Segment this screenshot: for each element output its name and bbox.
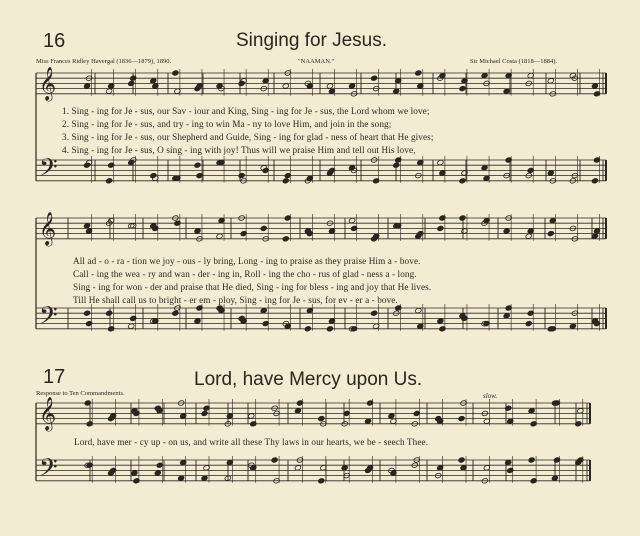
verse-line: All ad - o - ra - tion we joy - ous - ly bring, Long - ing to praise as they praise Him a - bove. [73, 256, 421, 266]
note-head [106, 178, 113, 184]
note-head [547, 231, 554, 237]
hymn-16-composer: Sir Michael Costa (1818—1884). [470, 58, 558, 65]
note-head [318, 478, 325, 484]
note-head [415, 308, 422, 314]
note-head [128, 323, 135, 329]
note-head [348, 83, 355, 89]
note-head [459, 178, 466, 184]
note-head [341, 465, 348, 471]
note-head [294, 408, 301, 414]
note-head [194, 318, 201, 324]
note-head [178, 475, 185, 481]
note-head [83, 83, 90, 89]
verse-line: 4. Sing - ing for Je - sus, O sing - ing with joy! Thus will we praise Him and tell out His love, [62, 145, 416, 155]
verse-line: Sing - ing for won - der and praise that He died, Sing - ing for bless - ing and joy that He lives. [73, 282, 432, 292]
hymn-16-number: 16 [43, 30, 66, 52]
note-head [437, 160, 444, 166]
note-head [569, 323, 576, 329]
note-head [459, 215, 466, 221]
note-head [371, 75, 378, 81]
note-head [83, 310, 90, 316]
clef-icon: 𝄢 [39, 300, 58, 335]
note-head [128, 80, 135, 86]
note-head [201, 410, 208, 416]
hymn-16-tune: "NAAMAN." [298, 58, 335, 65]
hymn-17-number: 17 [43, 366, 66, 388]
note-head [260, 308, 267, 314]
clef-icon: 𝄢 [39, 152, 58, 187]
note-head [194, 228, 201, 234]
note-head [260, 225, 267, 231]
note-head [154, 470, 161, 476]
slow-marking: slow. [483, 392, 498, 400]
hymn-17-lyric: Lord, have mer - cy up - on us, and write all these Thy laws in our hearts, we be - seech Thee. [74, 437, 429, 447]
note-head [528, 457, 535, 463]
note-head [128, 160, 135, 166]
note-head [282, 83, 289, 89]
note-head [304, 326, 311, 332]
clef-icon: 𝄞 [39, 210, 57, 245]
note-head [248, 413, 255, 419]
note-head [371, 310, 378, 316]
note-head [201, 475, 208, 481]
note-head [282, 178, 289, 184]
clef-icon: 𝄞 [39, 395, 57, 430]
note-head [326, 326, 333, 332]
note-head [83, 223, 90, 229]
note-head [437, 225, 444, 231]
note-head [525, 321, 532, 327]
note-head [393, 88, 400, 94]
note-head [172, 70, 179, 76]
note-head [194, 162, 201, 168]
note-head [216, 233, 223, 239]
verse-line: Till He shall call us to bright - er em - ploy, Sing - ing for Je - sus, for ev - er a - bove. [73, 295, 398, 305]
note-head [547, 170, 554, 176]
note-head [458, 416, 465, 422]
note-head [591, 233, 598, 239]
note-head [318, 416, 325, 422]
note-head [551, 475, 558, 481]
note-head [503, 313, 510, 319]
hymn-16-title: Singing for Jesus. [236, 30, 388, 51]
note-head [503, 228, 510, 234]
note-head [271, 457, 278, 463]
hymn-16-author: Miss Frances Ridley Havergal (1836—1879), 1890. [36, 58, 172, 65]
clef-icon: 𝄢 [39, 452, 58, 487]
note-head [481, 165, 488, 171]
note-head [547, 78, 554, 84]
note-head [326, 83, 333, 89]
note-head [238, 80, 245, 86]
note-head [459, 86, 466, 92]
note-head [348, 218, 355, 224]
note-head [481, 73, 488, 79]
note-head [528, 408, 535, 414]
verse-line: 1. Sing - ing for Je - sus, our Sav - iour and King, Sing - ing for Je - sus, the Lord whom we love; [62, 106, 430, 116]
note-head [83, 162, 90, 168]
note-head [591, 83, 598, 89]
note-head [458, 457, 465, 463]
note-head [238, 173, 245, 179]
note-head [503, 88, 510, 94]
note-head [172, 310, 179, 316]
verse-line: 3. Sing - ing for Je - sus, our Shepherd and Guide, Sing - ing for glad - ness of heart that He gives; [62, 132, 434, 142]
note-head [106, 310, 113, 316]
note-head [294, 465, 301, 471]
note-head [150, 78, 157, 84]
note-head [415, 70, 422, 76]
note-head [388, 413, 395, 419]
note-head [364, 418, 371, 424]
note-head [393, 162, 400, 168]
note-head [591, 178, 598, 184]
note-head [106, 88, 113, 94]
note-head [525, 233, 532, 239]
hymn-17-title: Lord, have Mercy upon Us. [194, 369, 423, 390]
note-head [131, 470, 138, 476]
clef-icon: 𝄞 [39, 65, 57, 100]
hymn-17-subtitle: Response to Ten Commandments. [36, 390, 125, 397]
verse-line: 2. Sing - ing for Je - sus, and try - ing to win Ma - ny to love Him, and join in the song; [62, 119, 392, 129]
note-head [282, 236, 289, 242]
verse-line: Call - ing the wea - ry and wan - der - ing in, Roll - ing the cho - rus of glad - ness a - long. [73, 269, 417, 279]
note-head [437, 318, 444, 324]
